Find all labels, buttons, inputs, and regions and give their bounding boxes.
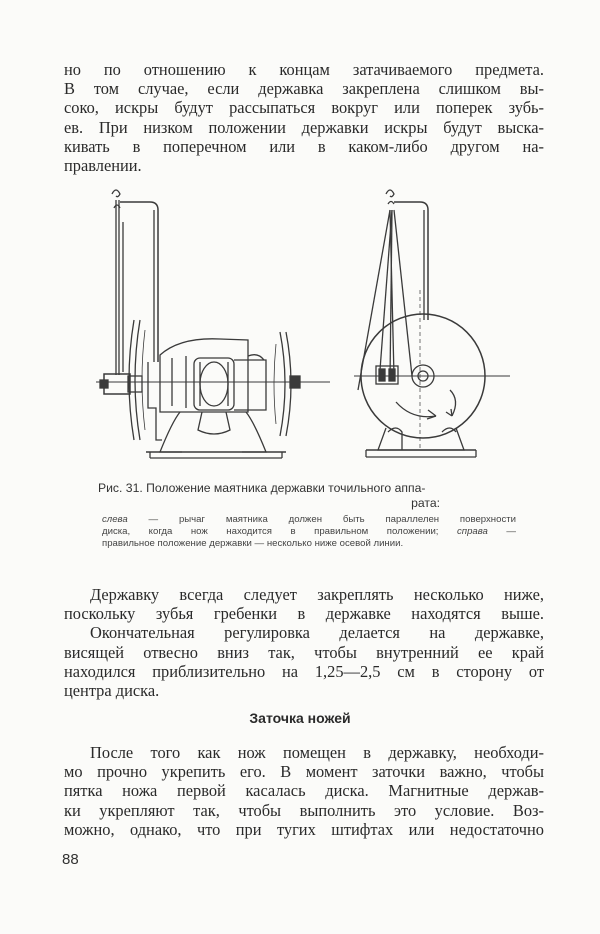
text-line: поскольку зубья гребенки в державке находятся выше. xyxy=(64,604,544,624)
caption-title-line: рата: xyxy=(411,496,440,510)
paragraph-top xyxy=(64,60,544,175)
caption-body-line xyxy=(102,514,516,526)
text-line: В том случае, если державка закреплена слишком вы- xyxy=(64,79,544,99)
caption-text: диска, когда нож находится в правильном положении; xyxy=(102,525,439,537)
text-line: висящей отвесно вниз так, чтобы внутренний ее край xyxy=(64,642,544,662)
caption-italic: слева xyxy=(102,514,128,525)
caption-text: — xyxy=(487,525,517,537)
right-view-drawing xyxy=(354,190,510,457)
text-line: кивать в поперечном или в каком-либо другом на- xyxy=(64,136,544,156)
caption-title-line: Рис. 31. Положение маятника державки точильного аппа- xyxy=(98,481,426,495)
caption-text: — рычаг маятника должен быть параллелен поверхности xyxy=(127,514,516,525)
paragraph-2 xyxy=(64,585,544,700)
text-line: можно, однако, что при тугих штифтах или недостаточно xyxy=(64,819,544,839)
left-view-drawing xyxy=(96,190,330,458)
text-line: После того как нож помещен в державку, необходи- xyxy=(90,743,544,762)
text-line: ев. При низком положении державки искры будут выска- xyxy=(64,117,544,137)
text-line: пятка ножа первой касалась диска. Магнитные держав- xyxy=(64,781,544,801)
text-line: ки укрепляют так, чтобы выполнить это условие. Воз- xyxy=(64,800,544,820)
caption-body-line xyxy=(102,526,516,538)
grinder-pendulum-figure xyxy=(90,180,510,470)
text-line: находился приблизительно на 1,25—2,5 см в сторону от xyxy=(64,661,544,681)
text-line: Державку всегда следует закреплять несколько ниже, xyxy=(90,585,544,604)
text-line: но по отношению к концам затачиваемого предмета. xyxy=(64,60,544,79)
text-line: центра диска. xyxy=(64,681,160,701)
caption-body-line: правильное положение державки — несколько ниже осевой линии. xyxy=(102,537,404,549)
paragraph-3 xyxy=(64,743,544,839)
text-line: мо прочно укрепить его. В момент заточки важно, чтобы xyxy=(64,762,544,782)
page-number: 88 xyxy=(62,851,79,868)
text-line: Окончательная регулировка делается на державке, xyxy=(90,623,544,643)
figure-caption-body xyxy=(102,514,516,549)
text-line: соко, искры будут рассыпаться вокруг или поперек зубь- xyxy=(64,98,544,118)
figure-caption-title xyxy=(98,481,518,511)
section-heading: Заточка ножей xyxy=(249,710,351,726)
text-line: правлении. xyxy=(64,156,142,176)
caption-italic: справа xyxy=(438,525,488,537)
